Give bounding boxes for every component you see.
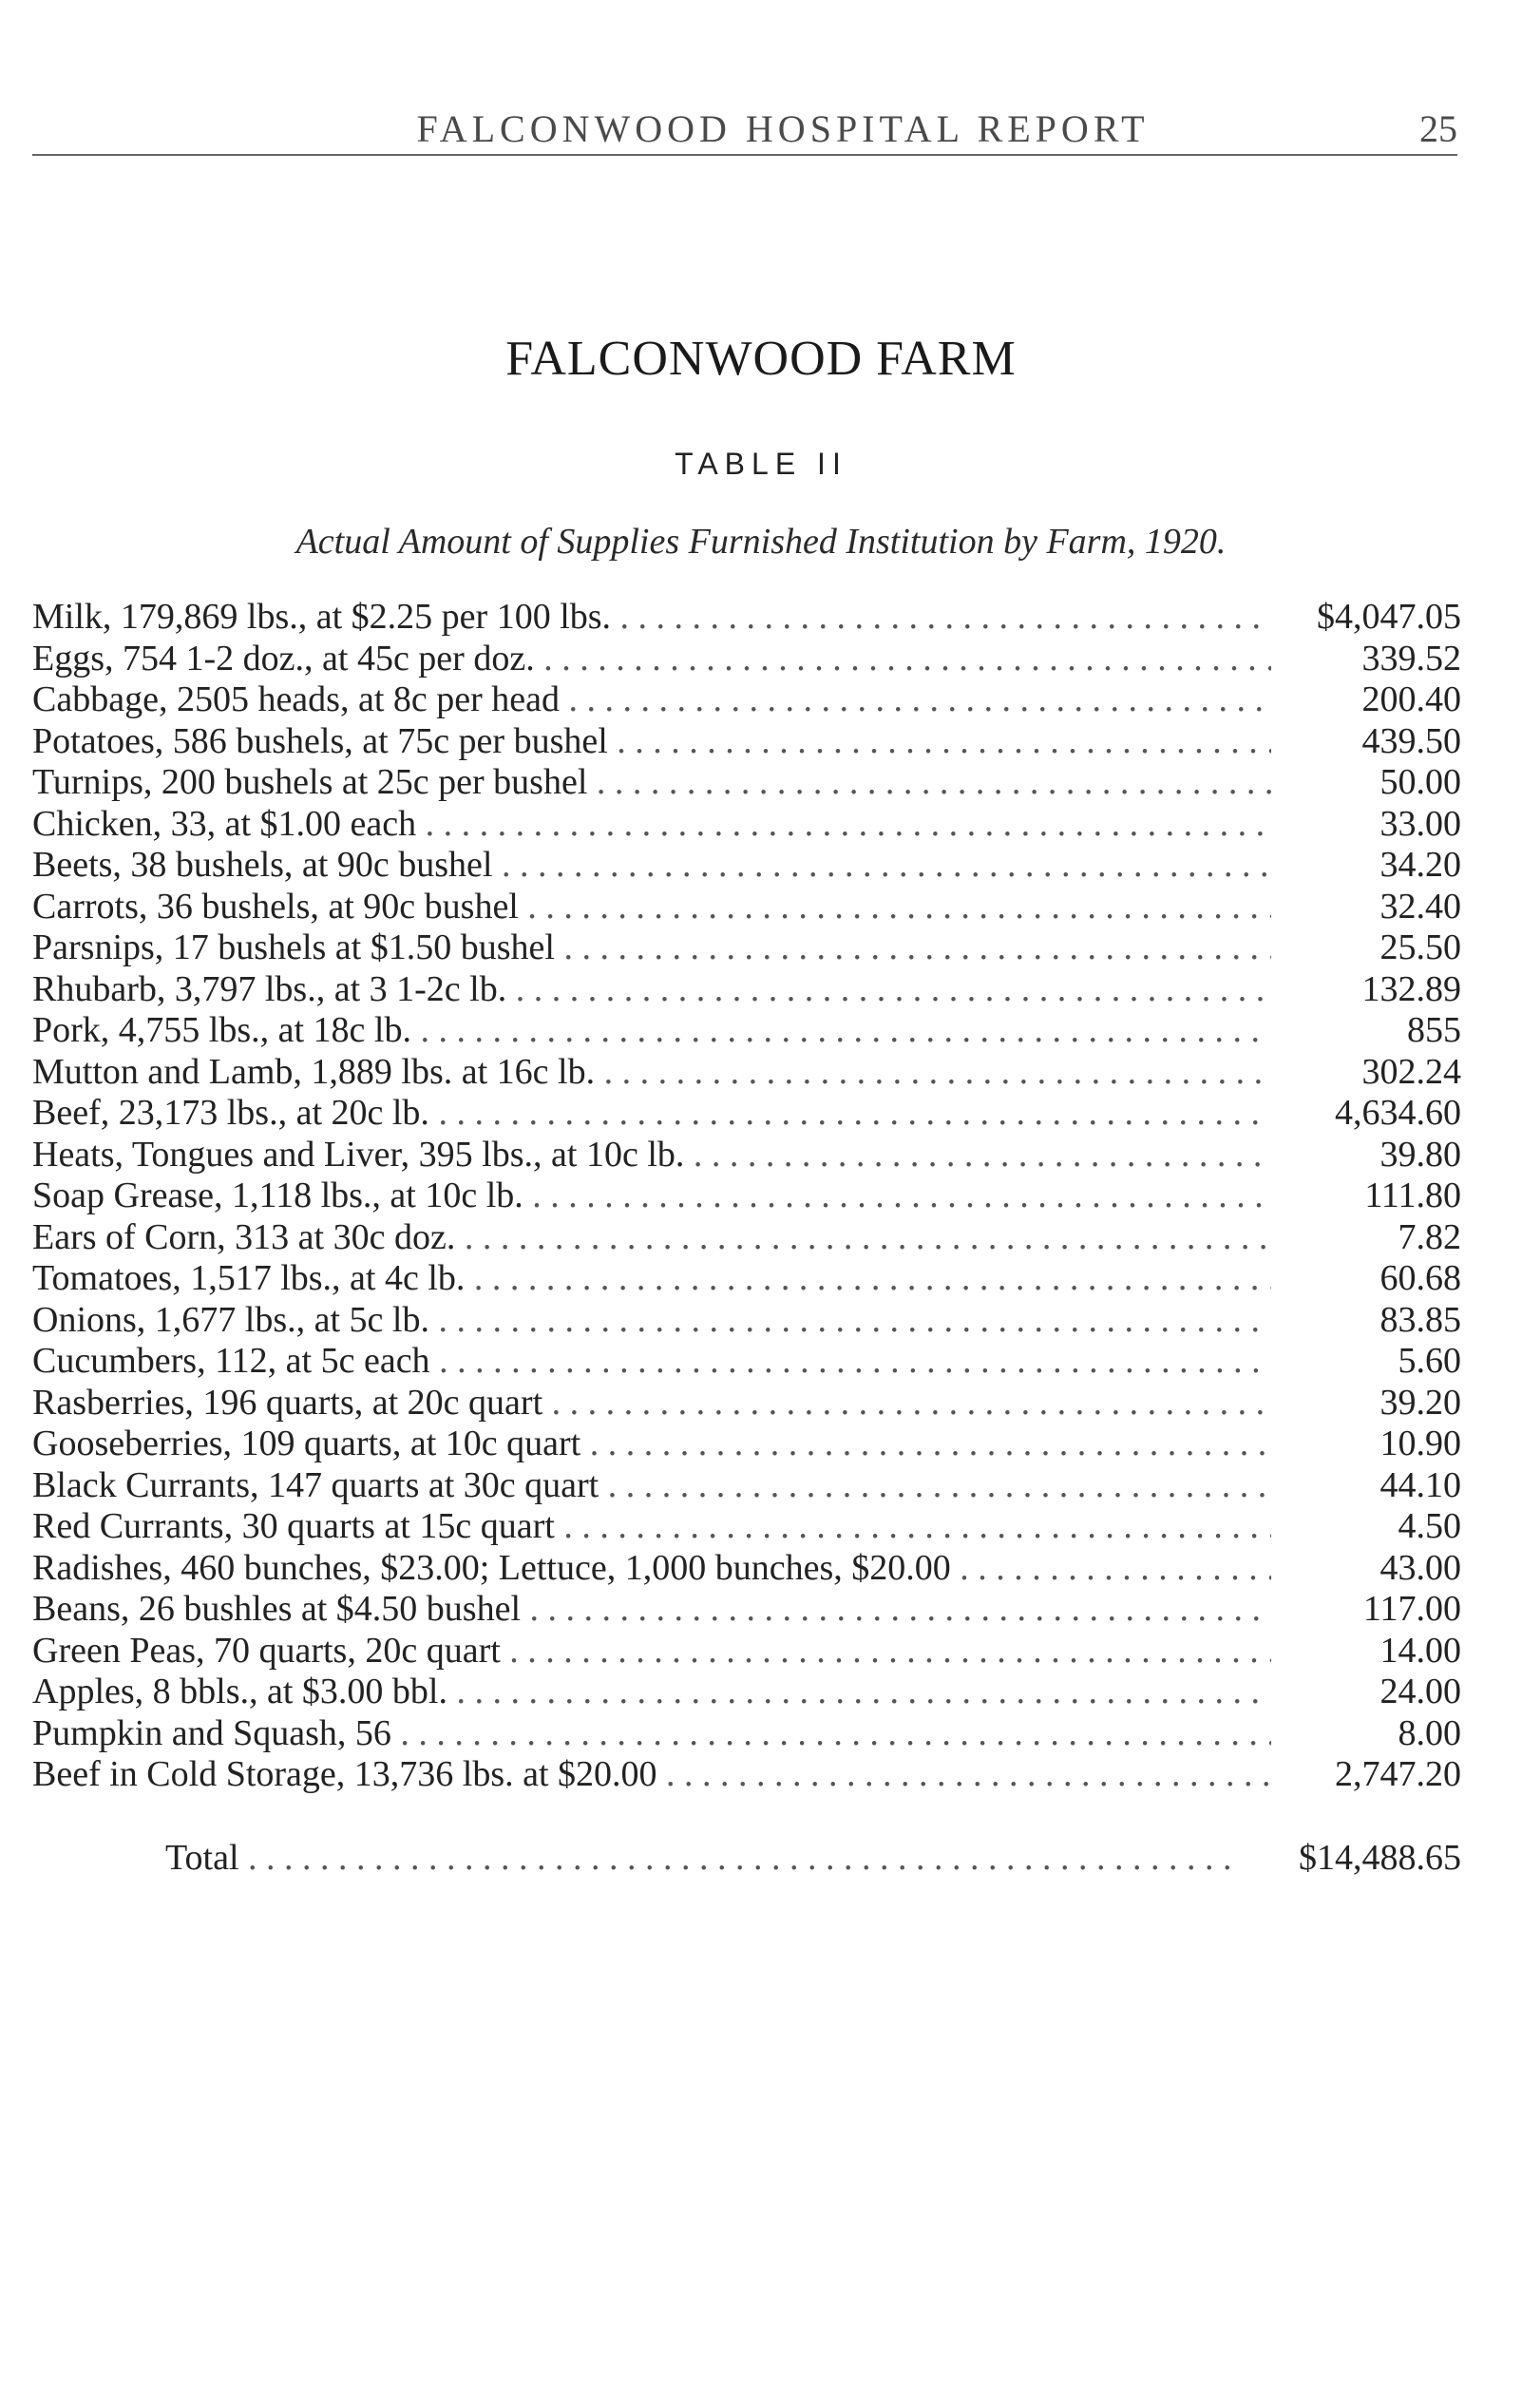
- table-row: [32, 1589, 1461, 1631]
- supply-amount: 132.89: [1271, 969, 1461, 1011]
- table-row: [32, 1010, 1461, 1052]
- table-row: [32, 887, 1461, 928]
- table-row: [32, 1217, 1461, 1259]
- supply-description: Turnips, 200 bushels at 25c per bushel . . .: [32, 762, 1277, 804]
- supply-amount: 25.50: [1271, 927, 1461, 969]
- supply-description: Milk, 179,869 lbs., at $2.25 per 100 lbs. . . .: [32, 597, 1277, 639]
- supply-description: Beef in Cold Storage, 13,736 lbs. at $20.00 . . .: [32, 1754, 1277, 1796]
- supply-amount: 39.20: [1271, 1383, 1461, 1424]
- supply-description: Beef, 23,173 lbs., at 20c lb. . . .: [32, 1093, 1277, 1135]
- supply-description: Heats, Tongues and Liver, 395 lbs., at 10c lb. . . .: [32, 1135, 1277, 1176]
- supply-description: Beans, 26 bushles at $4.50 bushel . . .: [32, 1589, 1277, 1631]
- supply-description: Soap Grease, 1,118 lbs., at 10c lb. . . .: [32, 1175, 1277, 1217]
- table-row: [32, 597, 1461, 639]
- supply-description: Cucumbers, 112, at 5c each . . .: [32, 1341, 1277, 1383]
- supply-amount: 5.60: [1271, 1341, 1461, 1383]
- table-row: [32, 1175, 1461, 1217]
- supply-description: Rhubarb, 3,797 lbs., at 3 1-2c lb. . . .: [32, 969, 1277, 1011]
- table-row: [32, 1258, 1461, 1300]
- supply-description: Tomatoes, 1,517 lbs., at 4c lb. . . .: [32, 1258, 1277, 1300]
- total-label: Total . . .: [165, 1836, 1267, 1880]
- table-row: [32, 1383, 1461, 1424]
- supply-description: Mutton and Lamb, 1,889 lbs. at 16c lb. . . .: [32, 1052, 1277, 1094]
- supply-amount: 14.00: [1271, 1631, 1461, 1672]
- supply-amount: 439.50: [1271, 721, 1461, 763]
- supply-amount: 111.80: [1271, 1175, 1461, 1217]
- supply-description: Potatoes, 586 bushels, at 75c per bushel . . .: [32, 721, 1277, 763]
- supply-description: Chicken, 33, at $1.00 each . . .: [32, 804, 1277, 846]
- table-row: [32, 1631, 1461, 1672]
- table-row: [32, 804, 1461, 846]
- table-row: [32, 1341, 1461, 1383]
- page-number: 25: [1419, 107, 1457, 150]
- supply-description: Apples, 8 bbls., at $3.00 bbl. . . .: [32, 1672, 1277, 1713]
- table-row: [32, 1548, 1461, 1590]
- supply-amount: 39.80: [1271, 1135, 1461, 1176]
- table-row: [32, 1754, 1461, 1796]
- supply-amount: $4,047.05: [1271, 597, 1461, 639]
- supply-amount: 34.20: [1271, 845, 1461, 887]
- supply-amount: 339.52: [1271, 639, 1461, 680]
- table-row: [32, 927, 1461, 969]
- supply-amount: 32.40: [1271, 887, 1461, 928]
- supply-amount: 50.00: [1271, 762, 1461, 804]
- table-row: [32, 1672, 1461, 1713]
- section-title: FALCONWOOD FARM: [505, 332, 1017, 386]
- table-row: [32, 1300, 1461, 1342]
- supply-description: Pork, 4,755 lbs., at 18c lb. . . .: [32, 1010, 1277, 1052]
- table-row: [32, 1424, 1461, 1465]
- supply-amount: 117.00: [1271, 1589, 1461, 1631]
- supply-amount: 855: [1271, 1010, 1461, 1052]
- supply-description: Rasberries, 196 quarts, at 20c quart . . .: [32, 1383, 1277, 1424]
- supply-amount: 2,747.20: [1271, 1754, 1461, 1796]
- supply-description: Cabbage, 2505 heads, at 8c per head . . .: [32, 679, 1277, 721]
- supply-description: Gooseberries, 109 quarts, at 10c quart . . .: [32, 1424, 1277, 1465]
- table-row: [32, 1713, 1461, 1755]
- supply-description: Black Currants, 147 quarts at 30c quart . . .: [32, 1465, 1277, 1507]
- table-row: [32, 1135, 1461, 1176]
- table-row: [32, 679, 1461, 721]
- supply-amount: 200.40: [1271, 679, 1461, 721]
- supply-amount: 43.00: [1271, 1548, 1461, 1590]
- running-header: [32, 95, 1457, 156]
- total-amount: $14,488.65: [1233, 1836, 1461, 1880]
- table-row: [32, 1093, 1461, 1135]
- table-row: [32, 845, 1461, 887]
- supply-description: Pumpkin and Squash, 56 . . .: [32, 1713, 1277, 1755]
- supply-amount: 4,634.60: [1271, 1093, 1461, 1135]
- supply-amount: 4.50: [1271, 1506, 1461, 1548]
- table-row: [32, 1052, 1461, 1094]
- table-row: [32, 721, 1461, 763]
- supply-amount: 24.00: [1271, 1672, 1461, 1713]
- table-row: [32, 639, 1461, 680]
- table-row: [32, 969, 1461, 1011]
- table-caption: Actual Amount of Supplies Furnished Institution by Farm, 1920.: [295, 522, 1227, 562]
- supply-description: Radishes, 460 bunches, $23.00; Lettuce, 1,000 bunches, $20.00 . . .: [32, 1548, 1277, 1590]
- table-row: [32, 1506, 1461, 1548]
- total-row: [32, 1836, 1461, 1880]
- supply-description: Red Currants, 30 quarts at 15c quart . . .: [32, 1506, 1277, 1548]
- supply-amount: 83.85: [1271, 1300, 1461, 1342]
- supply-description: Ears of Corn, 313 at 30c doz. . . .: [32, 1217, 1277, 1259]
- table-number: TABLE II: [675, 447, 847, 481]
- supply-amount: 44.10: [1271, 1465, 1461, 1507]
- supply-description: Beets, 38 bushels, at 90c bushel . . .: [32, 845, 1277, 887]
- supply-amount: 10.90: [1271, 1424, 1461, 1465]
- running-title: FALCONWOOD HOSPITAL REPORT: [416, 107, 1150, 150]
- supply-description: Carrots, 36 bushels, at 90c bushel . . .: [32, 887, 1277, 928]
- supply-description: Green Peas, 70 quarts, 20c quart . . .: [32, 1631, 1277, 1672]
- supply-amount: 33.00: [1271, 804, 1461, 846]
- supply-amount: 7.82: [1271, 1217, 1461, 1259]
- table-row: [32, 762, 1461, 804]
- supply-description: Eggs, 754 1-2 doz., at 45c per doz. . . .: [32, 639, 1277, 680]
- supply-amount: 302.24: [1271, 1052, 1461, 1094]
- supply-table: [32, 597, 1461, 1796]
- supply-amount: 8.00: [1271, 1713, 1461, 1755]
- supply-description: Onions, 1,677 lbs., at 5c lb. . . .: [32, 1300, 1277, 1342]
- supply-amount: 60.68: [1271, 1258, 1461, 1300]
- supply-description: Parsnips, 17 bushels at $1.50 bushel . . .: [32, 927, 1277, 969]
- table-row: [32, 1465, 1461, 1507]
